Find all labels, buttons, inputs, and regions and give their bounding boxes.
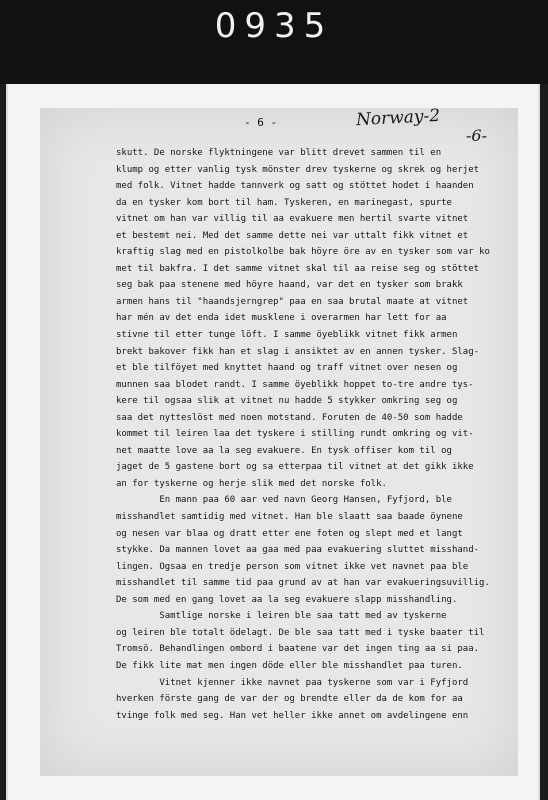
text-line: armen hans til "haandsjerngrep" paa en saa brutal maate at vitnet [116, 296, 469, 307]
text-line: munnen saa blodet randt. I samme öyeblikk hoppet to-tre andre tys- [116, 379, 474, 390]
text-line: De fikk lite mat men ingen döde eller ble misshandlet paa turen. [116, 660, 463, 671]
text-line: stivne til etter tunge löft. I samme öyeblikk vitnet fikk armen [116, 330, 458, 341]
text-line: kere til ogsaa slik at vitnet nu hadde 5 stykker omkring seg og [116, 396, 458, 407]
text-line: og leiren ble totalt ödelagt. De ble saa tatt med i tyske baater til [116, 627, 485, 638]
text-line: Tromsö. Behandlingen ombord i baatene var det ingen ting aa si paa. [116, 644, 480, 655]
text-line: Vitnet kjenner ikke navnet paa tyskerne som var i Fyfjord [116, 677, 469, 688]
document-body [116, 145, 511, 724]
text-line: tvinge folk med seg. Han vet heller ikke annet om avdelingene enn [116, 710, 469, 721]
frame-number: 0935 [214, 6, 334, 46]
text-line: brekt bakover fikk han et slag i ansiktet av en annen tysker. Slag- [116, 346, 480, 357]
text-line: misshandlet til samme tid paa grund av at han var evakueringsuvillig. [116, 578, 490, 589]
text-line: De som med en gang lovet aa la seg evakuere slapp misshandling. [116, 594, 458, 605]
handwritten-note: Norway-2 [355, 105, 441, 131]
text-line: et bestemt nei. Med det samme dette nei var uttalt fikk vitnet et [116, 230, 469, 241]
text-line: kommet til leiren laa det tyskere i stilling rundt omkring og vit- [116, 429, 474, 440]
text-line: hverken förste gang de var der og brendte eller da de kom for aa [116, 694, 463, 705]
text-line: seg bak paa stenene med höyre haand, var det en tysker som brakk [116, 280, 463, 291]
text-line: Samtlige norske i leiren ble saa tatt med av tyskerne [116, 611, 447, 622]
text-line: lingen. Ogsaa en tredje person som vitnet ikke vet navnet paa ble [116, 561, 469, 572]
text-line: kraftig slag med en pistolkolbe bak höyre öre av en tysker som var ko [116, 247, 490, 258]
text-line: jaget de 5 gastene bort og sa etterpaa til vitnet at det gikk ikke [116, 462, 474, 473]
text-line: da en tysker kom bort til ham. Tyskeren, en marinegast, spurte [116, 197, 452, 208]
text-line: saa det nytteslöst med noen motstand. Foruten de 40-50 som hadde [116, 412, 463, 423]
text-line: an for tyskerne og herje slik med det norske folk. [116, 478, 387, 489]
text-line: misshandlet samtidig med vitnet. Han ble slaatt saa baade öynene [116, 512, 463, 523]
handwritten-page-number: -6- [466, 126, 487, 145]
text-line: stykke. Da mannen lovet aa gaa med paa evakuering sluttet misshand- [116, 545, 480, 556]
page-number: - 6 - [244, 116, 278, 129]
text-line: klump og etter vanlig tysk mönster drev tyskerne og skrek og herjet [116, 164, 480, 175]
text-line: skutt. De norske flyktningene var blitt drevet sammen til en [116, 148, 442, 158]
text-line: En mann paa 60 aar ved navn Georg Hansen, Fyfjord, ble [116, 495, 452, 506]
text-line: og nesen var blaa og dratt etter ene foten og slept med et langt [116, 528, 463, 539]
text-line: vitnet om han var villig til aa evakuere men hertil svarte vitnet [116, 214, 469, 225]
text-line: et ble tilföyet med knyttet haand og traff vitnet over nesen og [116, 363, 458, 374]
text-line: med folk. Vitnet hadde tannverk og satt og stöttet hodet i haanden [116, 181, 474, 192]
text-line: net maatte love aa la seg evakuere. En tysk offiser kom til og [116, 445, 452, 456]
text-line: har mén av det enda idet musklene i overarmen har lett for aa [116, 313, 447, 324]
text-line: met til bakfra. I det samme vitnet skal til aa reise seg og stöttet [116, 263, 480, 274]
film-header [0, 0, 548, 84]
